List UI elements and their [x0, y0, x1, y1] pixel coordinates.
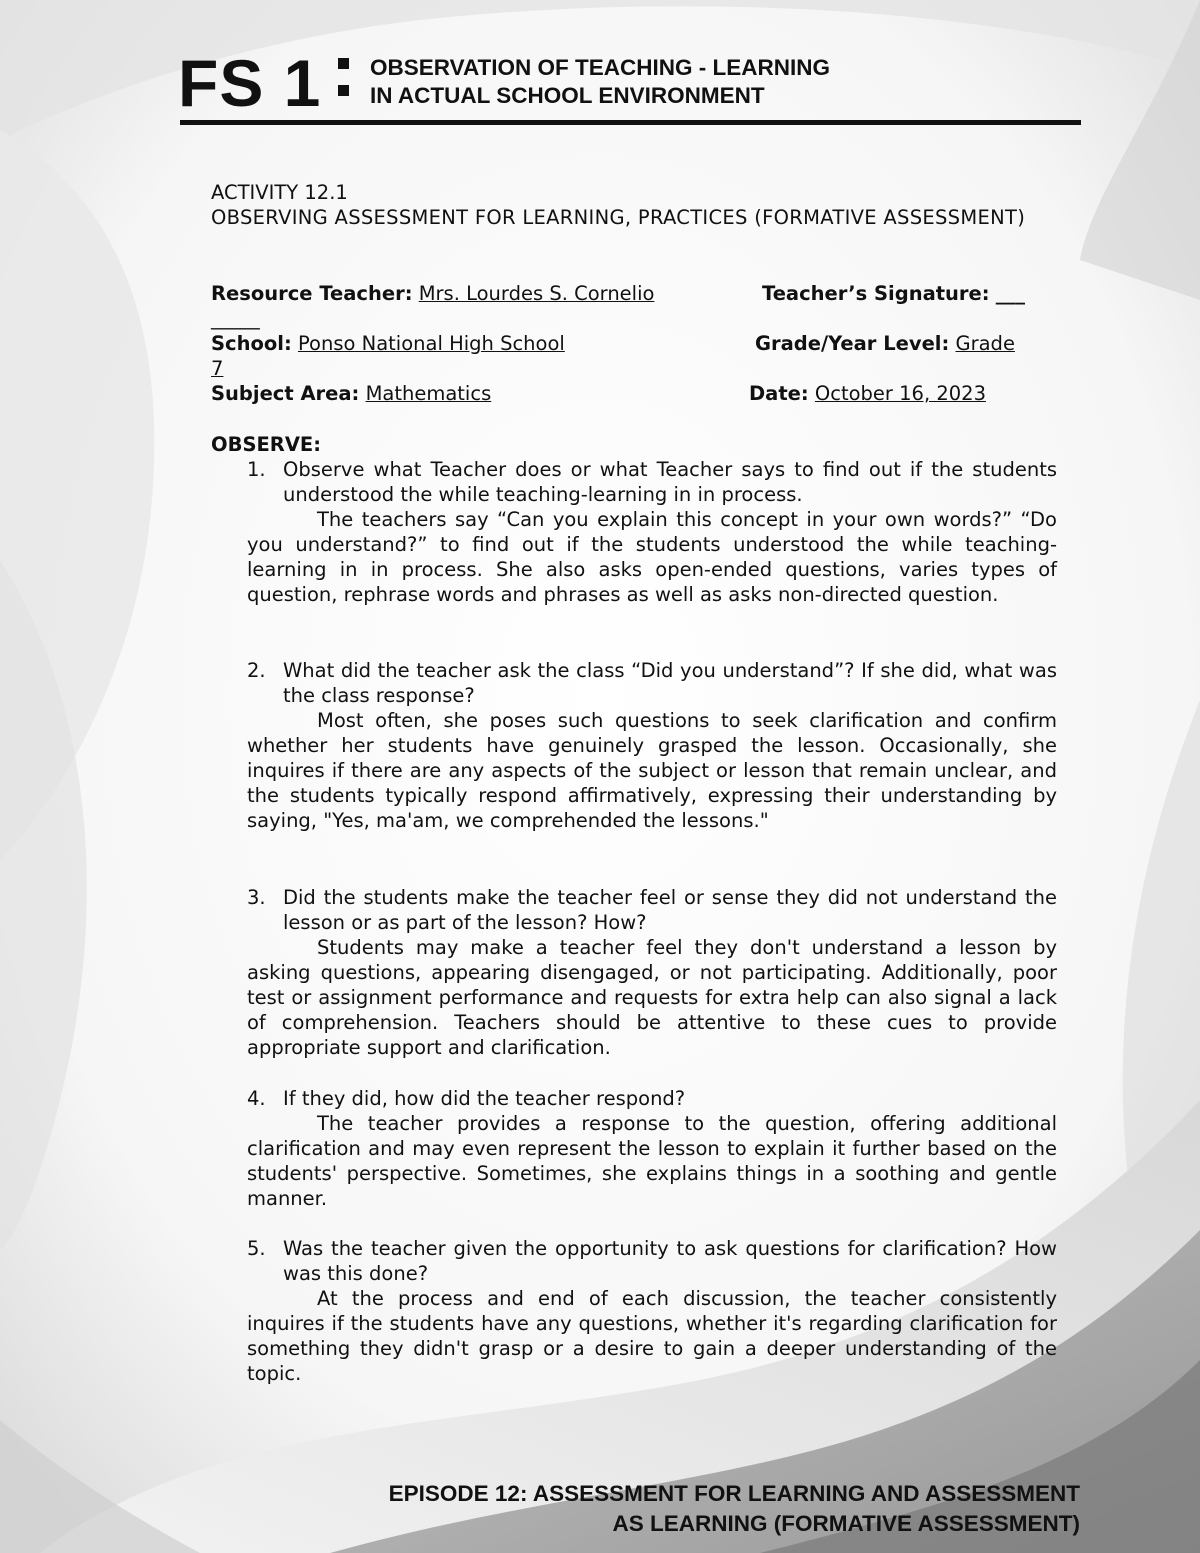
question-1 [247, 457, 1057, 607]
resource-teacher-value: Mrs. Lourdes S. Cornelio [418, 282, 655, 305]
grade-field [755, 331, 1015, 356]
subject-label: Subject Area: [211, 382, 360, 405]
question-number: 1. [247, 458, 266, 481]
answer-text: Most often, she poses such questions to seek clarification and confirm whether her students have genuinely grasped the lesson. Occasionally, she inquires if there are any aspects of the subject or lesson that remain unclear, and the students typically respond affirmatively, expressing their understanding by saying, "Yes, ma'am, we comprehended the lessons." [247, 709, 1057, 832]
activity-title: OBSERVING ASSESSMENT FOR LEARNING, PRACTICES (FORMATIVE ASSESSMENT) [211, 206, 1026, 229]
answer-text: Students may make a teacher feel they don't understand a lesson by asking questions, appearing disengaged, or not participating. Additionally, poor test or assignment performance and requests for extra help can also signal a lack of comprehension. Teachers should be attentive to these cues to provide appropriate support and clarification. [247, 936, 1057, 1059]
school-value: Ponso National High School [297, 332, 565, 355]
question-2 [247, 658, 1057, 833]
observe-heading: OBSERVE: [211, 433, 322, 456]
grade-label: Grade/Year Level: [755, 332, 950, 355]
question-number: 2. [247, 659, 266, 682]
date-field [749, 381, 986, 406]
question-5 [247, 1236, 1057, 1386]
question-text: If they did, how did the teacher respond? [283, 1087, 686, 1110]
subject-field [211, 381, 491, 406]
activity-number: ACTIVITY 12.1 [211, 181, 348, 204]
course-title [370, 54, 830, 110]
school-field [211, 331, 565, 356]
resource-teacher-field [211, 281, 654, 306]
school-label: School: [211, 332, 292, 355]
grade-value-2: 7 [211, 357, 224, 380]
question-number: 3. [247, 886, 266, 909]
date-label: Date: [749, 382, 809, 405]
question-text: What did the teacher ask the class “Did you understand”? If she did, what was the class response? [283, 659, 1057, 707]
course-title-line-1: OBSERVATION OF TEACHING - LEARNING [370, 55, 831, 80]
question-number: 4. [247, 1087, 266, 1110]
question-text: Did the students make the teacher feel or sense they did not understand the lesson or as part of the lesson? How? [283, 886, 1057, 934]
signature-label: Teacher’s Signature: [762, 282, 990, 305]
course-code: FS 1 [178, 46, 322, 120]
question-text: Observe what Teacher does or what Teacher says to find out if the students understood the while teaching-learning in in process. [283, 458, 1057, 506]
grade-value-1: Grade [955, 332, 1015, 355]
answer-text: The teachers say “Can you explain this concept in your own words?” “Do you understand?” to find out if the students understood the while teaching-learning in in process. She also asks open-ended questions, varies types of question, rephrase words and phrases as well as asks non-directed question. [247, 508, 1057, 606]
episode-title-line-1: EPISODE 12: ASSESSMENT FOR LEARNING AND ASSESSMENT [388, 1481, 1080, 1506]
course-title-line-2: IN ACTUAL SCHOOL ENVIRONMENT [370, 83, 765, 108]
question-number: 5. [247, 1237, 266, 1260]
question-text: Was the teacher given the opportunity to ask questions for clarification? How was this done? [283, 1237, 1057, 1285]
signature-blank-1: ___ [995, 282, 1026, 305]
header-colon-mark [338, 58, 350, 112]
signature-blank-2: _____ [211, 307, 260, 330]
signature-field [762, 281, 1025, 306]
episode-title-line-2: AS LEARNING (FORMATIVE ASSESSMENT) [612, 1511, 1080, 1536]
answer-text: The teacher provides a response to the question, offering additional clarification and may even represent the lesson to explain it further based on the students' perspective. Sometimes, she explains things in a soothing and gentle manner. [247, 1112, 1057, 1210]
question-4 [247, 1086, 1057, 1211]
answer-text: At the process and end of each discussion, the teacher consistently inquires if the students have any questions, whether it's regarding clarification for something they didn't grasp or a desire to gain a deeper understanding of the topic. [247, 1287, 1057, 1385]
header-divider [180, 120, 1081, 125]
resource-teacher-label: Resource Teacher: [211, 282, 413, 305]
question-3 [247, 885, 1057, 1060]
date-value: October 16, 2023 [814, 382, 986, 405]
subject-value: Mathematics [365, 382, 492, 405]
